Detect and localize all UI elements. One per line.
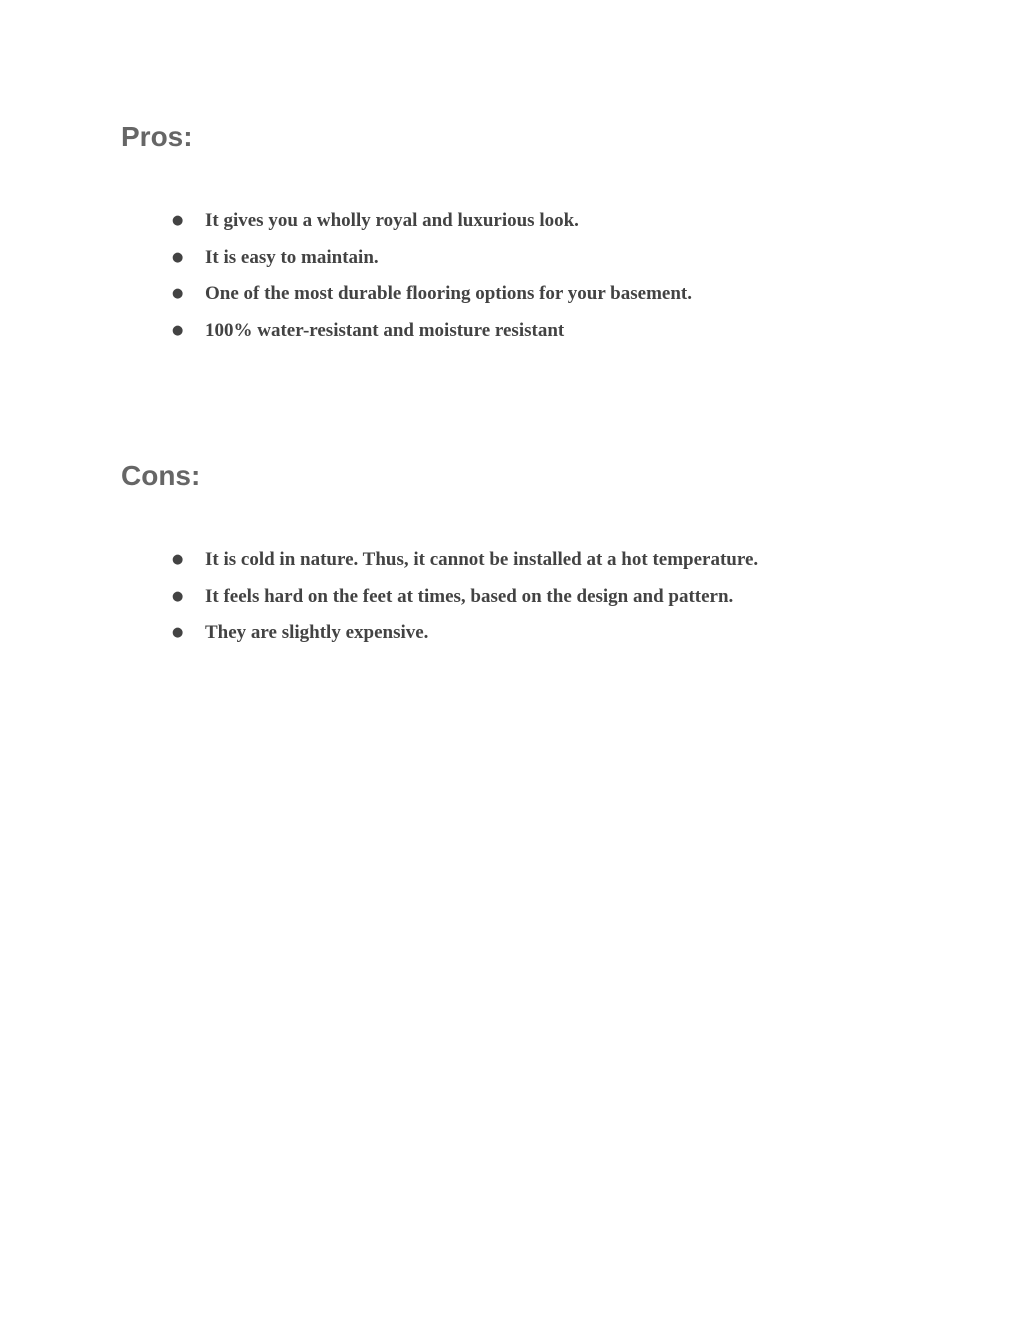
bullet-icon: ● (172, 625, 184, 640)
cons-heading: Cons: (121, 460, 201, 491)
list-item-text: They are slightly expensive. (205, 622, 429, 643)
bullet-icon: ● (172, 286, 184, 301)
bullet-icon: ● (172, 322, 184, 338)
list-item-text: It gives you a wholly royal and luxurious look. (205, 210, 579, 231)
list-item-text: It feels hard on the feet at times, based on the design and pattern. (205, 585, 734, 607)
list-item-text: 100% water-resistant and moisture resistant (205, 319, 565, 341)
bullet-icon: ● (172, 552, 184, 567)
list-item-text: It is easy to maintain. (205, 246, 379, 268)
list-item-text: It is cold in nature. Thus, it cannot be installed at a hot temperature. (205, 549, 759, 570)
bullet-icon: ● (172, 588, 184, 604)
pros-heading: Pros: (121, 121, 193, 152)
bullet-icon: ● (172, 213, 184, 228)
bullet-icon: ● (172, 249, 184, 265)
list-item-text: One of the most durable flooring options for your basement. (205, 283, 692, 304)
